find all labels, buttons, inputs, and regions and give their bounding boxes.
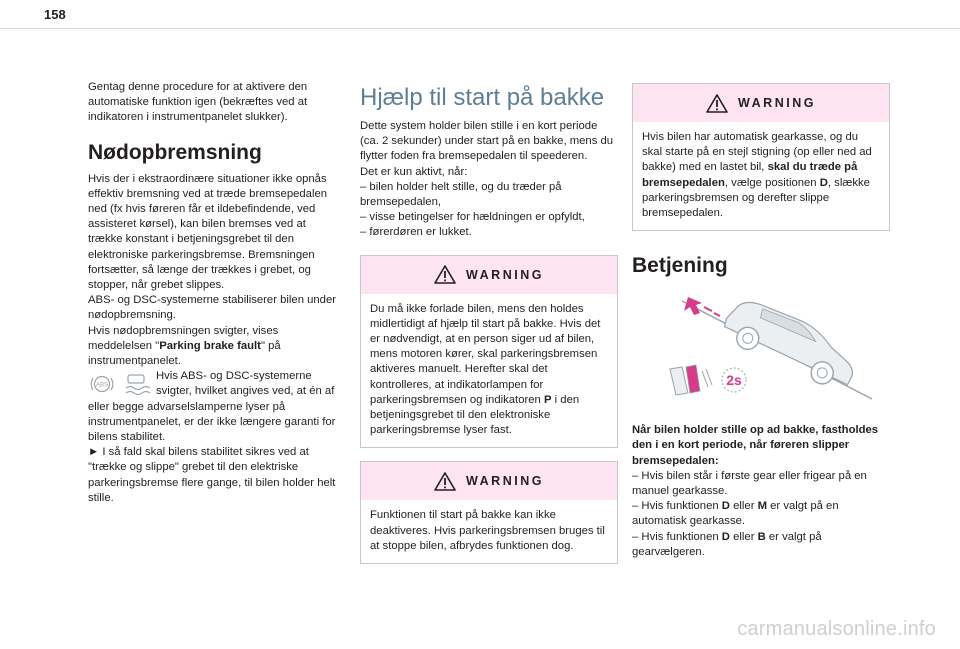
warning-title: WARNING (466, 474, 544, 489)
warning-text: Funktionen til start på bakke kan ikke deaktiveres. Hvis parkeringsbremsen bruges til at stoppe bilen, afbrydes funktionen dog. (370, 509, 605, 552)
svg-text:ABS: ABS (95, 382, 109, 389)
warning-header (633, 84, 889, 122)
paragraph: Dette system holder bilen stille i en kort periode (ca. 2 sekunder) under start på en bakke, mens du flytter foden fra bremsepedalen til speederen. (360, 120, 614, 163)
page-number: 158 (44, 7, 66, 22)
list-item: – Hvis bilen står i første gear eller frigear på en manuel gearkasse. (632, 469, 867, 498)
section-heading-emergency-braking: Nødopbremsning (88, 140, 262, 164)
paragraph-bold: Når bilen holder stille op ad bakke, fastholdes den i en kort periode, når føreren slipper bremsepedalen: (632, 424, 879, 467)
warning-header (361, 256, 617, 294)
header-divider (0, 28, 960, 29)
warning-box (360, 461, 618, 564)
timer-icon (722, 368, 746, 392)
warning-triangle-icon (706, 94, 728, 113)
list-item: – visse betingelser for hældningen er opfyldt, (360, 211, 585, 224)
warning-box (632, 83, 890, 231)
list-item: – Hvis funktionen D eller M er valgt på en automatisk gearkasse. (632, 500, 839, 528)
paragraph: Hvis der i ekstraordinære situationer ikke opnås effektiv bremsning ved at træde bremsepedalen ned (fx hvis føreren får et ildebefindende, ved assisteret kørsel), kan bilen bremses ved at trække konstant i betjeningsgrebet til den elektroniske parkeringsbremse. Bremsningen fortsætter, så længe der trækkes i grebet, og stopper, når grebet slippes. (88, 172, 328, 292)
motion-arrow-icon (684, 297, 720, 316)
warning-triangle-icon (434, 265, 456, 284)
section-heading-operation: Betjening (632, 254, 728, 278)
list-item: – bilen holder helt stille, og du træder på bremsepedalen, (360, 180, 562, 209)
abs-warning-icon (88, 369, 154, 399)
message-text: Parking brake fault (159, 339, 261, 352)
warning-title: WARNING (738, 96, 816, 110)
intro-paragraph: Gentag denne procedure for at aktivere den automatiske funktion igen (bekræftes ved at indikatoren i instrumentpanelet slukker). (88, 81, 308, 124)
paragraph: Hvis nødopbremsningen svigter, vises meddelelsen "Parking brake fault" på instrumentpanelet. (88, 324, 281, 368)
warning-title: WARNING (466, 267, 544, 282)
paragraph-with-icons: ABS Hvis ABS- og DSC-systemerne svigter, hvilket angives ved, at én af eller begge advarselslamperne lyser på instrumentpanelet, er der ikke længere garanti for bilens stabilitet. (88, 370, 336, 444)
hill-start-illustration (632, 289, 890, 407)
column-right (632, 83, 890, 560)
instruction-step: ► I så fald skal bilens stabilitet sikres ved at "trække og slippe" grebet til den elektriske parkeringsbremse flere gange, til bilen holder helt stille. (88, 446, 336, 504)
dsc-warning-icon (126, 375, 150, 395)
column-middle (360, 84, 618, 564)
warning-text: Hvis bilen har automatisk gearkasse, og du skal starte på en stejl stigning (op eller ned ad bakke) med en lastet bil, skal du træde på bremsepedalen, vælge positionen D, slække parkeringsbremsen og derefter slippe bremsepedalen. (642, 131, 872, 220)
list-item: – førerdøren er lukket. (360, 226, 472, 239)
svg-text:2s: 2s (726, 372, 742, 389)
watermark: carmanualsonline.info (737, 618, 936, 640)
warning-lamp-icons (88, 369, 154, 399)
warning-header (361, 462, 617, 500)
warning-triangle-icon (434, 472, 456, 491)
warning-text: Du må ikke forlade bilen, mens den holdes midlertidigt af hjælp til start på bakke. Hvis det er nødvendigt, at en person siger ud af bilen, mens motoren kører, skal parkeringsbremsen aktiveres manuelt. Herefter skal det kontrolleres, at indikatorlampen for parkeringsbremsen og indikatoren P i den betjeningsgrebet til den elektroniske parkeringsbremse lyser fast. (370, 302, 601, 437)
paragraph: Det er kun aktivt, når: (360, 165, 468, 178)
warning-box (360, 255, 618, 449)
section-heading-hill-start: Hjælp til start på bakke (360, 84, 605, 111)
pedals-icon (670, 365, 712, 395)
list-item: – Hvis funktionen D eller B er valgt på gearvælgeren. (632, 530, 822, 558)
paragraph: ABS- og DSC-systemerne stabiliserer bilen under nødopbremsning. (88, 294, 337, 322)
column-left (88, 80, 343, 506)
